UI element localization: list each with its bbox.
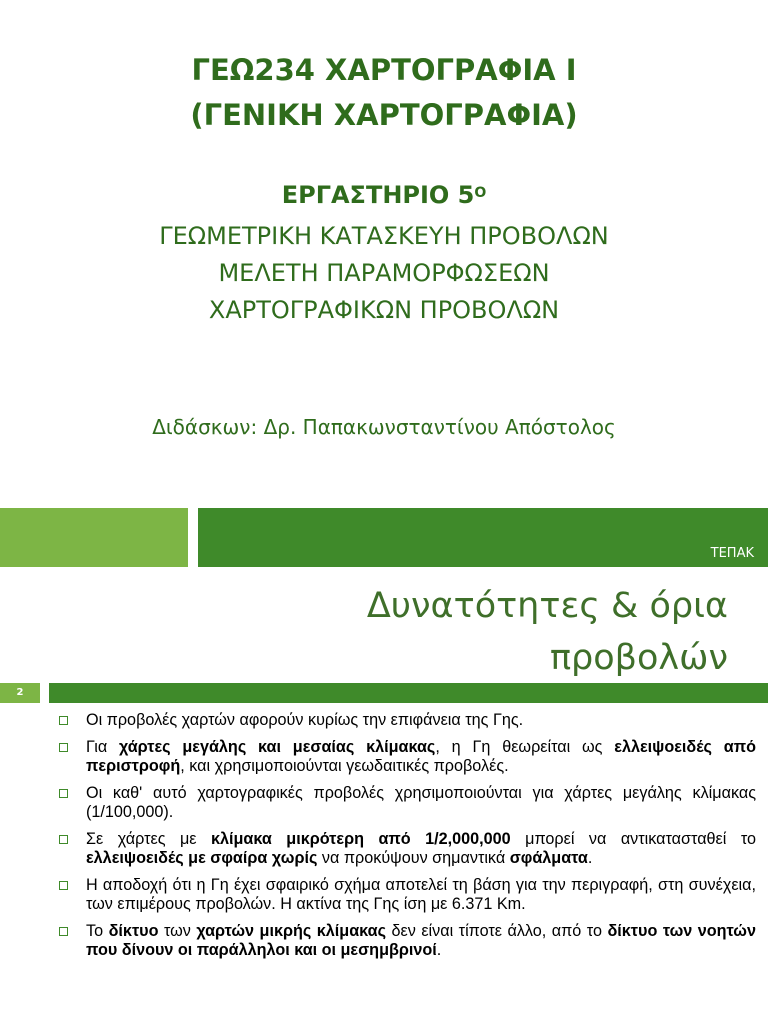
course-title-line1: ΓΕΩ234 ΧΑΡΤΟΓΡΑΦΙΑ Ι [191, 53, 577, 87]
bullet-item [58, 711, 756, 730]
accent-band-left [0, 508, 188, 567]
bullet-text: , η Γη θεωρείται ως [435, 738, 615, 756]
bullet-item [58, 876, 756, 914]
bullet-text: να προκύψουν σημαντικά [317, 849, 510, 867]
slide-title-line1: Δυνατότητες & όρια [366, 586, 728, 626]
bullet-bold-text: κλίμακα μικρότερη από 1/2,000,000 [211, 830, 511, 848]
institution-label: ΤΕΠΑΚ [710, 546, 754, 561]
bullet-text: Σε χάρτες με [86, 830, 211, 848]
bullet-text: , και χρησιμοποιούνται γεωδαιτικές προβολές. [180, 757, 509, 775]
course-title-line2: (ΓΕΝΙΚΗ ΧΑΡΤΟΓΡΑΦΙΑ) [190, 98, 578, 132]
page-number: 2 [16, 687, 24, 698]
bullet-list [58, 711, 756, 968]
instructor-name: Διδάσκων: Δρ. Παπακωνσταντίνου Απόστολος [152, 415, 616, 439]
subtitle-line3: ΧΑΡΤΟΓΡΑΦΙΚΩΝ ΠΡΟΒΟΛΩΝ [208, 296, 560, 324]
bullet-text: Το [86, 922, 109, 940]
slide-title [367, 580, 728, 684]
content-slide [0, 570, 768, 1024]
bullet-text: δεν είναι τίποτε άλλο, από το [386, 922, 608, 940]
bullet-square-icon [59, 927, 68, 936]
lab-superscript: Ο [474, 185, 487, 201]
bullet-item [58, 784, 756, 822]
subtitle-line1: ΓΕΩΜΕΤΡΙΚΗ ΚΑΤΑΣΚΕΥΗ ΠΡΟΒΟΛΩΝ [159, 222, 609, 250]
bullet-text: Η αποδοχή ότι η Γη έχει σφαιρικό σχήμα αποτελεί τη βάση για την περιγραφή, στη συνέχεια, των επιμέρους προβολών. Η ακτίνα της Γης ίση με 6.371 Km. [86, 876, 756, 913]
bullet-bold-text: δίκτυο των νοητών που δίνουν οι παράλληλοι και οι μεσημβρινοί [86, 922, 756, 959]
bullet-bold-text: ελλειψοειδές από περιστροφή [86, 738, 756, 775]
bullet-item [58, 830, 756, 868]
bullet-text: Για [86, 738, 119, 756]
bullet-square-icon [59, 881, 68, 890]
bullet-item [58, 738, 756, 776]
bullet-bold-text: χαρτών μικρής κλίμακας [196, 922, 387, 940]
bullet-bold-text: δίκτυο [108, 922, 159, 940]
bullet-text: . [436, 941, 442, 959]
bullet-square-icon [59, 835, 68, 844]
subtitle-line2: ΜΕΛΕΤΗ ΠΑΡΑΜΟΡΦΩΣΕΩΝ [218, 259, 550, 287]
bullet-bold-text: χάρτες μεγάλης και μεσαίας κλίμακας [119, 738, 436, 756]
accent-band-right [198, 508, 768, 567]
bullet-square-icon [59, 789, 68, 798]
title-divider-bar [49, 683, 768, 703]
bullet-text: Οι καθ' αυτό χαρτογραφικές προβολές χρησιμοποιούνται για χάρτες μεγάλης κλίμακας (1/100,000). [86, 784, 756, 821]
bullet-text: . [587, 849, 593, 867]
bullet-text: μπορεί να αντικατασταθεί το [510, 830, 757, 848]
bullet-text: των [158, 922, 197, 940]
slide-title-line2: προβολών [549, 638, 728, 678]
bullet-bold-text: ελλειψοειδές με σφαίρα χωρίς [86, 849, 318, 867]
bullet-square-icon [59, 716, 68, 725]
bullet-text: Οι προβολές χαρτών αφορούν κυρίως την επιφάνεια της Γης. [86, 711, 524, 729]
bullet-item [58, 922, 756, 960]
bullet-square-icon [59, 743, 68, 752]
lab-title: ΕΡΓΑΣΤΗΡΙΟ $5^O$ [281, 181, 487, 209]
bullet-bold-text: σφάλματα [509, 849, 588, 867]
